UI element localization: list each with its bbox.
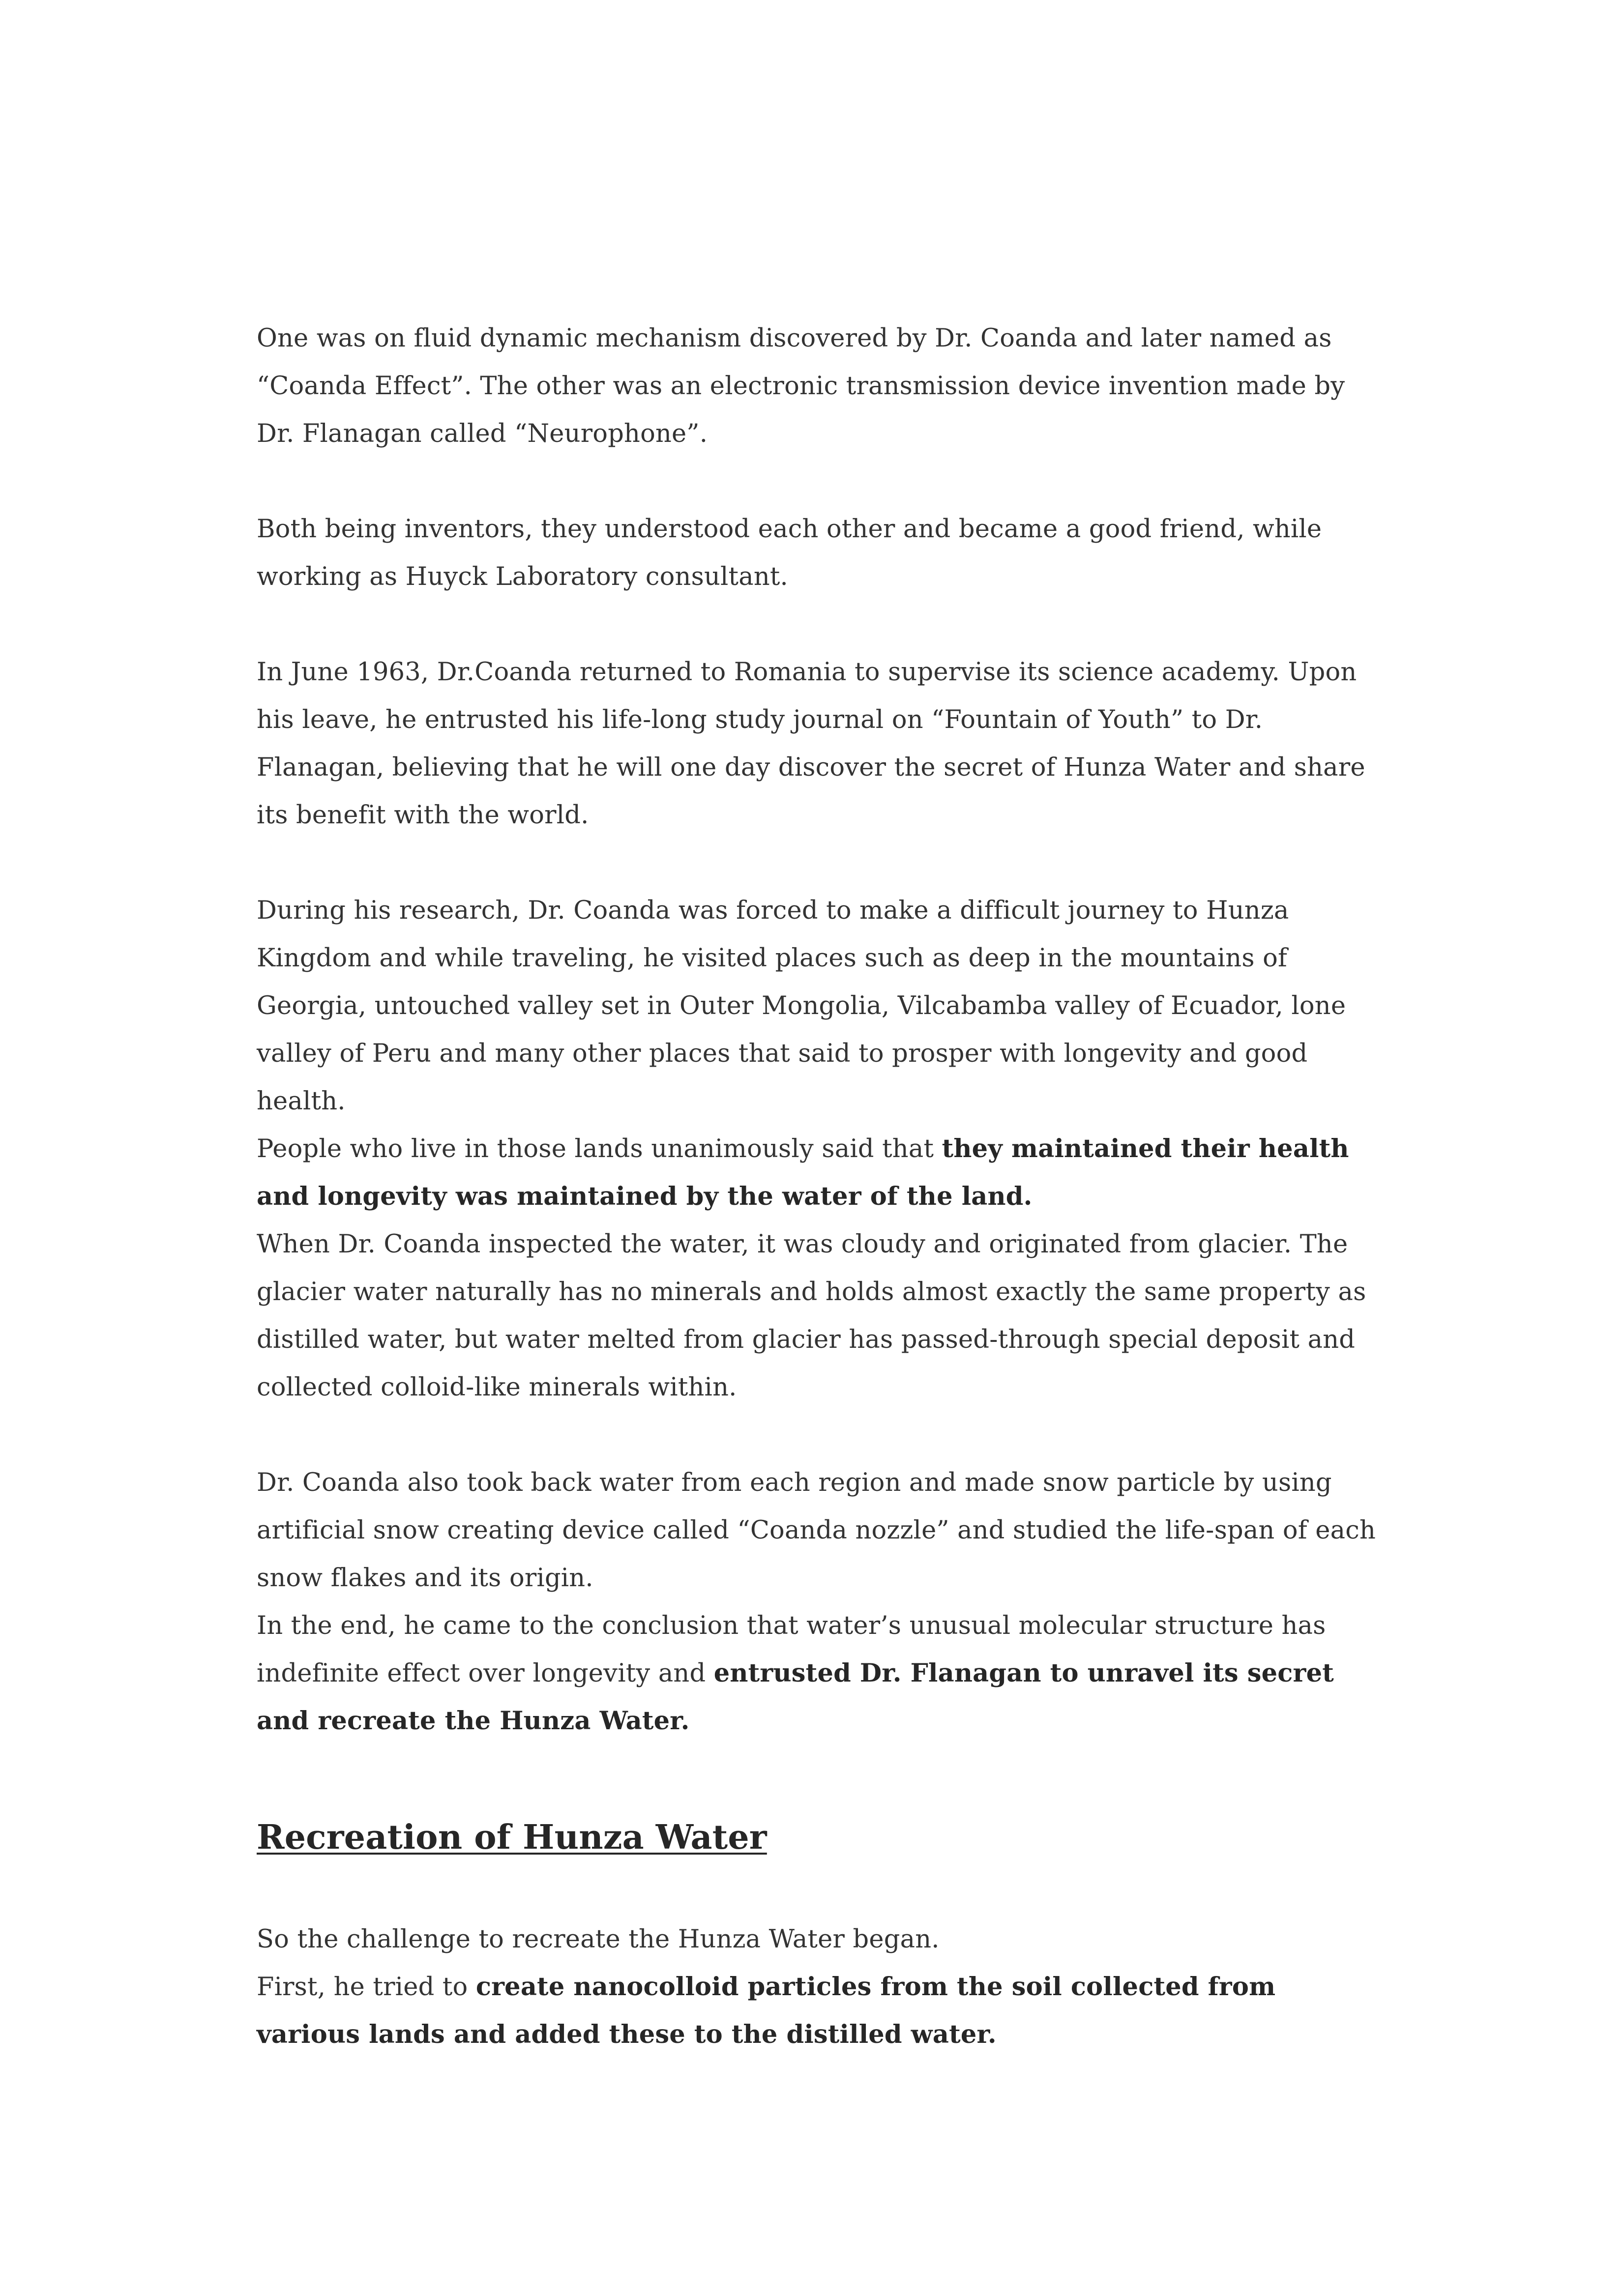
paragraph-emphasis: create nanocolloid particles from the soil collected from various lands and added these to the distilled water. bbox=[257, 1972, 1276, 2049]
paragraph-research-journey: During his research, Dr. Coanda was forced to make a difficult journey to Hunza Kingdom and while traveling, he visited places such as deep in the mountains of Georgia, untouched valley set in Outer Mongolia, Vilcabamba valley of Ecuador, lone valley of Peru and many other places that said to prosper with longevity and good health. bbox=[257, 896, 1346, 1116]
paragraph-emphasis: entrusted Dr. Flanagan to unravel its secret and recreate the Hunza Water. bbox=[257, 1658, 1334, 1736]
paragraph-coanda-nozzle: Dr. Coanda also took back water from each region and made snow particle by using artificial snow creating device called “Coanda nozzle” and studied the life-span of each snow flakes and its origin. bbox=[257, 1468, 1376, 1593]
paragraph-emphasis: they maintained their health and longevity was maintained by the water of the land. bbox=[257, 1134, 1349, 1211]
paragraph-challenge: So the challenge to recreate the Hunza Water began. bbox=[257, 1925, 940, 1954]
paragraph-text: People who live in those lands unanimously said that bbox=[257, 1134, 942, 1163]
paragraph-coanda-effect: One was on fluid dynamic mechanism discovered by Dr. Coanda and later named as “Coanda Effect”. The other was an electronic transmission device invention made by Dr. Flanagan called “Neurophone”. bbox=[257, 324, 1345, 448]
paragraph-text: First, he tried to bbox=[257, 1973, 476, 2002]
section-heading: Recreation of Hunza Water bbox=[257, 1818, 767, 1857]
paragraph-locals-testimony bbox=[257, 1125, 1388, 1221]
section-spacer bbox=[257, 1745, 1388, 1814]
paragraph-spacer bbox=[257, 458, 1388, 505]
paragraph-nanocolloid bbox=[257, 1963, 1388, 2059]
paragraph-spacer bbox=[257, 839, 1388, 887]
paragraph-spacer bbox=[257, 601, 1388, 648]
section-spacer bbox=[257, 1861, 1388, 1916]
paragraph-glacier-water: When Dr. Coanda inspected the water, it was cloudy and originated from glacier. The glacier water naturally has no minerals and holds almost exactly the same property as distilled water, but water melted from glacier has passed-through special deposit and collected colloid-like minerals within. bbox=[257, 1230, 1366, 1402]
paragraph-inventors-friendship: Both being inventors, they understood each other and became a good friend, while working as Huyck Laboratory consultant. bbox=[257, 515, 1322, 591]
paragraph-spacer bbox=[257, 1411, 1388, 1459]
document-body bbox=[257, 315, 1388, 2059]
paragraph-coanda-return: In June 1963, Dr.Coanda returned to Romania to supervise its science academy. Upon his leave, he entrusted his life-long study journal on “Fountain of Youth” to Dr. Flanagan, believing that he will one day discover the secret of Hunza Water and share its benefit with the world. bbox=[257, 658, 1365, 830]
paragraph-text: In the end, he came to the conclusion that water’s unusual molecular structure has indefinite effect over longevity and bbox=[257, 1611, 1326, 1688]
paragraph-conclusion bbox=[257, 1602, 1388, 1745]
